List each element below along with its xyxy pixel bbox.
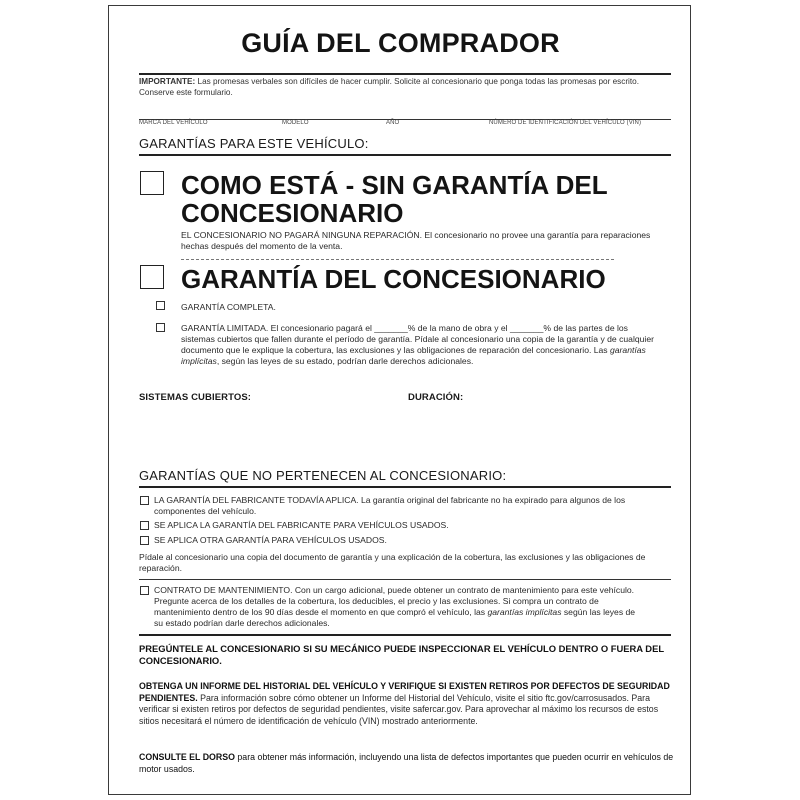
full-warranty-checkbox[interactable]: [156, 301, 165, 310]
page-title: GUÍA DEL COMPRADOR: [241, 28, 560, 58]
see-back-notice: [139, 752, 674, 775]
service-contract-rule: [139, 579, 671, 580]
vehicle-history-bold: OBTENGA UN INFORME DEL HISTORIAL DEL VEHÍCULO Y VERIFIQUE SI EXISTEN RETIROS POR DEFECTOS DE SEGURIDAD PENDIENTES.: [139, 681, 670, 703]
other-used-warranty-checkbox[interactable]: [140, 536, 149, 545]
vehicle-history-notice: [139, 681, 674, 727]
service-contract-checkbox[interactable]: [140, 586, 149, 595]
see-back-bold: CONSULTE EL DORSO: [139, 752, 235, 762]
vehicle-history-text: Para información sobre cómo obtener un Informe del Historial del Vehículo, visite el sitio ftc.gov/carrosusados. Para verificar si existen retiros por defectos de seguridad pendientes, visite safercar.gov. Para aprovechar al máximo los recursos de estos sitios necesitará el número de identificación de vehículo (VIN) mostrado anteriormente.: [139, 692, 659, 726]
non-dealer-heading: GARANTÍAS QUE NO PERTENECEN AL CONCESIONARIO:: [139, 468, 507, 483]
as-is-checkbox[interactable]: [140, 171, 164, 195]
as-is-description: EL CONCESIONARIO NO PAGARÁ NINGUNA REPARACIÓN. El concesionario no provee una garantía para reparaciones hechas después del momento de la venta.: [181, 230, 651, 251]
model-field[interactable]: MODELO: [282, 120, 309, 126]
limited-warranty-text-b: , según las leyes de su estado, podrían darle derechos adicionales.: [216, 356, 474, 366]
manufacturer-warranty-checkbox[interactable]: [140, 496, 149, 505]
warranty-copy-note: Pídale al concesionario una copia del documento de garantía y una explicación de la cobertura, las exclusiones y las obligaciones de reparación.: [139, 552, 646, 573]
see-back-text: para obtener más información, incluyendo una lista de defectos importantes que pueden ocurrir en vehículos de motor usados.: [139, 752, 674, 774]
inspection-notice: PREGÚNTELE AL CONCESIONARIO SI SU MECÁNICO PUEDE INSPECCIONAR EL VEHÍCULO DENTRO O FUERA DEL CONCESIONARIO.: [139, 643, 664, 666]
limited-warranty-implied: garantías implícitas: [181, 345, 646, 366]
manufacturer-warranty-text: LA GARANTÍA DEL FABRICANTE TODAVÍA APLICA. La garantía original del fabricante no ha expirado para algunos de los componentes del vehículo.: [154, 495, 626, 516]
service-contract-text: [154, 585, 644, 629]
limited-warranty-checkbox[interactable]: [156, 323, 165, 332]
year-field[interactable]: AÑO: [386, 120, 400, 126]
manufacturer-used-warranty-checkbox[interactable]: [140, 521, 149, 530]
limited-warranty-text: [181, 323, 663, 367]
buyers-guide-form: [108, 5, 691, 795]
title-rule: [139, 73, 671, 75]
service-contract-implied: garantías implícitas: [487, 607, 562, 617]
as-is-heading-line1: COMO ESTÁ - SIN GARANTÍA DEL: [181, 170, 608, 200]
limited-warranty-text-a: GARANTÍA LIMITADA. El concesionario pagará el _______% de la mano de obra y el _______% de las partes de los sistemas cubiertos que fallen durante el período de garantía. Pídale al concesionario una copia de la garantía y de cualquier documento que le explique la cobertura, las exclusiones y las obligaciones de reparación del concesionario. Las: [181, 323, 654, 355]
service-contract-text-b: según las leyes de su estado podrían darle derechos adicionales.: [154, 607, 636, 628]
manufacturer-used-warranty-text: SE APLICA LA GARANTÍA DEL FABRICANTE PARA VEHÍCULOS USADOS.: [154, 520, 449, 530]
make-field[interactable]: MARCA DEL VEHÍCULO: [139, 120, 208, 126]
systems-covered-label: SISTEMAS CUBIERTOS:: [139, 392, 252, 403]
as-is-heading-line2: CONCESIONARIO: [181, 198, 404, 228]
dashed-separator: [181, 259, 614, 260]
inspection-rule: [139, 634, 671, 636]
dealer-warranty-checkbox[interactable]: [140, 265, 164, 289]
important-label: IMPORTANTE:: [139, 77, 196, 86]
warranties-heading: GARANTÍAS PARA ESTE VEHÍCULO:: [139, 136, 369, 151]
dealer-warranty-heading: GARANTÍA DEL CONCESIONARIO: [181, 264, 606, 294]
full-warranty-label: GARANTÍA COMPLETA.: [181, 302, 276, 312]
duration-label: DURACIÓN:: [408, 392, 464, 403]
important-text: Las promesas verbales son difíciles de hacer cumplir. Solicite al concesionario que ponga todas las promesas por escrito. Conserve este formulario.: [139, 77, 639, 97]
service-contract-text-a: CONTRATO DE MANTENIMIENTO. Con un cargo adicional, puede obtener un contrato de mantenimiento para este vehículo. Pregunte acerca de los detalles de la cobertura, los deducibles, el precio y las exclusiones. Si compra un contrato de mantenimiento dentro de los 90 días desde el momento en que compró el vehículo, las: [154, 585, 635, 617]
vin-field[interactable]: NÚMERO DE IDENTIFICACIÓN DEL VEHÍCULO (VIN): [489, 120, 642, 126]
other-used-warranty-text: SE APLICA OTRA GARANTÍA PARA VEHÍCULOS USADOS.: [154, 535, 387, 545]
important-notice: [139, 77, 674, 98]
non-dealer-rule: [139, 486, 671, 488]
warranties-rule: [139, 154, 671, 156]
